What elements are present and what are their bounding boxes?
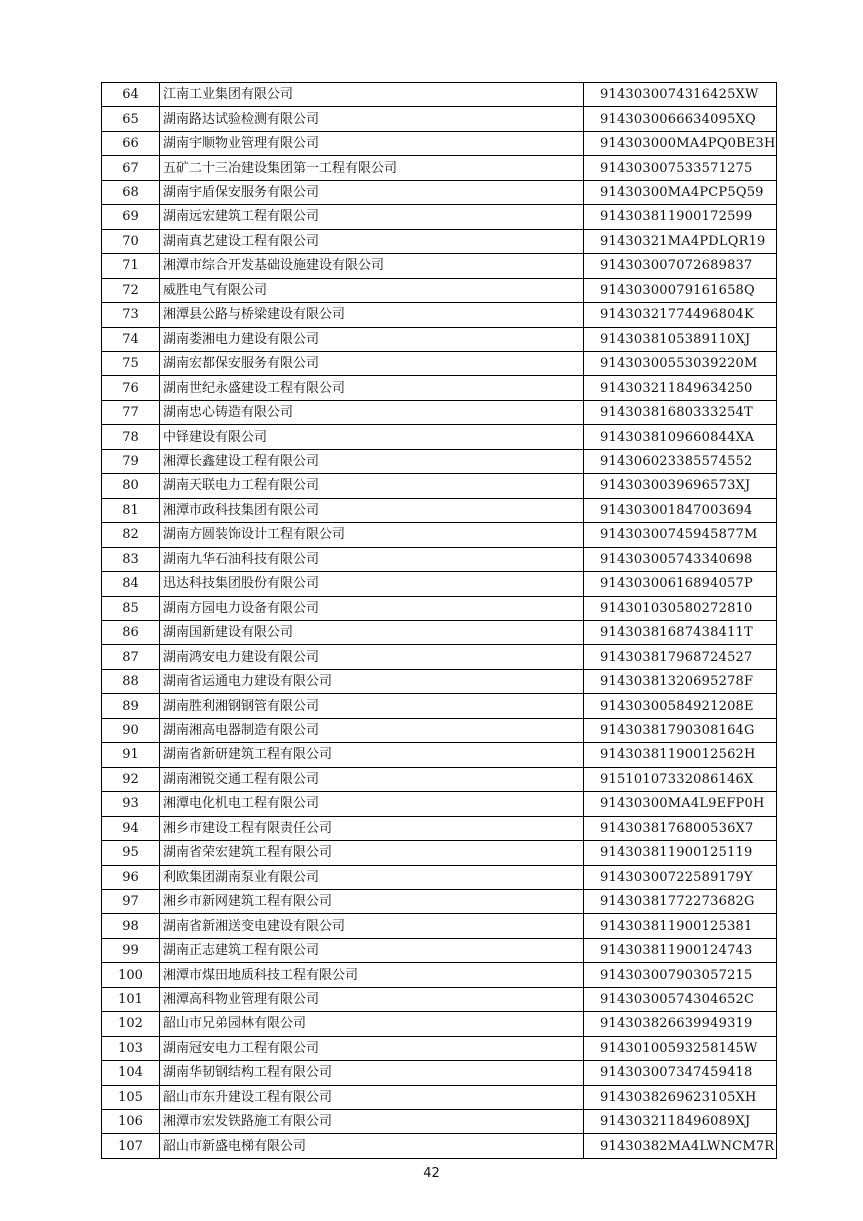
row-number: 67 (102, 156, 160, 180)
credit-code: 9143038109660844XA (584, 425, 777, 449)
company-name: 湖南宇盾保安服务有限公司 (160, 180, 584, 204)
company-name: 湘潭市宏发铁路施工有限公司 (160, 1110, 584, 1134)
company-name: 湖南方圆装饰设计工程有限公司 (160, 523, 584, 547)
table-row (102, 743, 777, 767)
credit-code: 914303811900124743 (584, 938, 777, 962)
table-row (102, 303, 777, 327)
table-row (102, 816, 777, 840)
table-row (102, 205, 777, 229)
credit-code: 914301030580272810 (584, 596, 777, 620)
credit-code: 91430381687438411T (584, 620, 777, 644)
company-name: 湘乡市新网建筑工程有限公司 (160, 889, 584, 913)
credit-code: 91430300MA4L9EFP0H (584, 792, 777, 816)
company-name: 湖南国新建设有限公司 (160, 620, 584, 644)
row-number: 91 (102, 743, 160, 767)
credit-code: 914303000MA4PQ0BE3H (584, 131, 777, 155)
credit-code: 9143038269623105XH (584, 1085, 777, 1109)
table-row (102, 718, 777, 742)
credit-code: 9143030039696573XJ (584, 474, 777, 498)
table-row (102, 327, 777, 351)
company-name: 湘潭市综合开发基础设施建设有限公司 (160, 254, 584, 278)
company-name: 湖南路达试验检测有限公司 (160, 107, 584, 131)
credit-code: 91430300553039220M (584, 351, 777, 375)
row-number: 92 (102, 767, 160, 791)
credit-code: 91430100593258145W (584, 1036, 777, 1060)
company-name: 湖南冠安电力工程有限公司 (160, 1036, 584, 1060)
table-row (102, 596, 777, 620)
row-number: 101 (102, 987, 160, 1011)
company-name: 湘潭电化机电工程有限公司 (160, 792, 584, 816)
company-name: 湖南省运通电力建设有限公司 (160, 669, 584, 693)
credit-code: 914303826639949319 (584, 1012, 777, 1036)
credit-code: 9143032118496089XJ (584, 1110, 777, 1134)
company-name: 迅达科技集团股份有限公司 (160, 572, 584, 596)
row-number: 65 (102, 107, 160, 131)
row-number: 84 (102, 572, 160, 596)
row-number: 89 (102, 694, 160, 718)
row-number: 80 (102, 474, 160, 498)
row-number: 93 (102, 792, 160, 816)
company-table-container (101, 82, 776, 1159)
row-number: 98 (102, 914, 160, 938)
company-name: 利欧集团湖南泵业有限公司 (160, 865, 584, 889)
row-number: 73 (102, 303, 160, 327)
row-number: 78 (102, 425, 160, 449)
row-number: 96 (102, 865, 160, 889)
company-name: 湖南真艺建设工程有限公司 (160, 229, 584, 253)
row-number: 70 (102, 229, 160, 253)
credit-code: 914303811900172599 (584, 205, 777, 229)
table-row (102, 107, 777, 131)
company-name: 韶山市兄弟园林有限公司 (160, 1012, 584, 1036)
credit-code: 91430381320695278F (584, 669, 777, 693)
credit-code: 914303817968724527 (584, 645, 777, 669)
company-name: 湘潭县公路与桥梁建设有限公司 (160, 303, 584, 327)
credit-code: 91430381190012562H (584, 743, 777, 767)
company-name: 湖南胜利湘钢钢管有限公司 (160, 694, 584, 718)
credit-code: 91430300574304652C (584, 987, 777, 1011)
row-number: 103 (102, 1036, 160, 1060)
row-number: 75 (102, 351, 160, 375)
row-number: 100 (102, 963, 160, 987)
table-row (102, 963, 777, 987)
credit-code: 9143038105389110XJ (584, 327, 777, 351)
table-row (102, 449, 777, 473)
credit-code: 9143038176800536X7 (584, 816, 777, 840)
row-number: 86 (102, 620, 160, 644)
row-number: 77 (102, 400, 160, 424)
table-row (102, 278, 777, 302)
credit-code: 914303211849634250 (584, 376, 777, 400)
company-name: 湘潭市煤田地质科技工程有限公司 (160, 963, 584, 987)
company-name: 江南工业集团有限公司 (160, 83, 584, 107)
table-row (102, 938, 777, 962)
table-row (102, 376, 777, 400)
credit-code: 914303007903057215 (584, 963, 777, 987)
page-number: 42 (423, 1166, 440, 1181)
credit-code: 914303811900125381 (584, 914, 777, 938)
company-name: 五矿二十三冶建设集团第一工程有限公司 (160, 156, 584, 180)
row-number: 104 (102, 1061, 160, 1085)
table-row (102, 474, 777, 498)
company-name: 湖南湘锐交通工程有限公司 (160, 767, 584, 791)
table-row (102, 425, 777, 449)
row-number: 76 (102, 376, 160, 400)
table-row (102, 547, 777, 571)
row-number: 74 (102, 327, 160, 351)
table-row (102, 669, 777, 693)
credit-code: 914303005743340698 (584, 547, 777, 571)
credit-code: 91430321774496804K (584, 303, 777, 327)
credit-code: 91430300079161658Q (584, 278, 777, 302)
table-row (102, 400, 777, 424)
company-name: 湖南天联电力工程有限公司 (160, 474, 584, 498)
credit-code: 91430300745945877M (584, 523, 777, 547)
company-name: 湘潭长鑫建设工程有限公司 (160, 449, 584, 473)
credit-code: 914303007347459418 (584, 1061, 777, 1085)
table-row (102, 694, 777, 718)
table-row (102, 620, 777, 644)
credit-code: 9143030074316425XW (584, 83, 777, 107)
credit-code: 91430381772273682G (584, 889, 777, 913)
company-name: 湖南正志建筑工程有限公司 (160, 938, 584, 962)
table-row (102, 1134, 777, 1158)
table-row (102, 792, 777, 816)
row-number: 88 (102, 669, 160, 693)
row-number: 107 (102, 1134, 160, 1158)
company-name: 韶山市东升建设工程有限公司 (160, 1085, 584, 1109)
row-number: 99 (102, 938, 160, 962)
table-row (102, 1036, 777, 1060)
credit-code: 914303811900125119 (584, 841, 777, 865)
credit-code: 91430381680333254T (584, 400, 777, 424)
credit-code: 91430382MA4LWNCM7R (584, 1134, 777, 1158)
row-number: 83 (102, 547, 160, 571)
company-name: 韶山市新盛电梯有限公司 (160, 1134, 584, 1158)
company-name: 湖南鸿安电力建设有限公司 (160, 645, 584, 669)
table-row (102, 1085, 777, 1109)
company-table-body (102, 83, 777, 1159)
company-name: 中铎建设有限公司 (160, 425, 584, 449)
company-table (101, 82, 777, 1159)
company-name: 湖南华韧钢结构工程有限公司 (160, 1061, 584, 1085)
table-row (102, 889, 777, 913)
row-number: 95 (102, 841, 160, 865)
table-row (102, 572, 777, 596)
company-name: 湖南方园电力设备有限公司 (160, 596, 584, 620)
table-row (102, 767, 777, 791)
credit-code: 91430300616894057P (584, 572, 777, 596)
table-row (102, 1012, 777, 1036)
company-name: 湖南九华石油科技有限公司 (160, 547, 584, 571)
row-number: 69 (102, 205, 160, 229)
table-row (102, 523, 777, 547)
company-name: 湖南宏都保安服务有限公司 (160, 351, 584, 375)
table-row (102, 351, 777, 375)
company-name: 湖南省荣宏建筑工程有限公司 (160, 841, 584, 865)
credit-code: 914306023385574552 (584, 449, 777, 473)
company-name: 湘潭高科物业管理有限公司 (160, 987, 584, 1011)
table-row (102, 987, 777, 1011)
company-name: 湖南省新湘送变电建设有限公司 (160, 914, 584, 938)
credit-code: 91430300MA4PCP5Q59 (584, 180, 777, 204)
credit-code: 914303007533571275 (584, 156, 777, 180)
credit-code: 9143030066634095XQ (584, 107, 777, 131)
row-number: 90 (102, 718, 160, 742)
company-name: 湖南忠心铸造有限公司 (160, 400, 584, 424)
company-name: 湖南远宏建筑工程有限公司 (160, 205, 584, 229)
table-row (102, 914, 777, 938)
table-row (102, 180, 777, 204)
credit-code: 91430300722589179Y (584, 865, 777, 889)
table-row (102, 841, 777, 865)
company-name: 湖南世纪永盛建设工程有限公司 (160, 376, 584, 400)
row-number: 102 (102, 1012, 160, 1036)
row-number: 105 (102, 1085, 160, 1109)
table-row (102, 254, 777, 278)
row-number: 81 (102, 498, 160, 522)
table-row (102, 865, 777, 889)
row-number: 85 (102, 596, 160, 620)
credit-code: 914303007072689837 (584, 254, 777, 278)
company-name: 威胜电气有限公司 (160, 278, 584, 302)
row-number: 106 (102, 1110, 160, 1134)
table-row (102, 1110, 777, 1134)
table-row (102, 83, 777, 107)
credit-code: 91430300584921208E (584, 694, 777, 718)
row-number: 64 (102, 83, 160, 107)
credit-code: 91430381790308164G (584, 718, 777, 742)
company-name: 湖南湘高电器制造有限公司 (160, 718, 584, 742)
row-number: 82 (102, 523, 160, 547)
credit-code: 91430321MA4PDLQR19 (584, 229, 777, 253)
table-row (102, 1061, 777, 1085)
table-row (102, 498, 777, 522)
company-name: 湖南宇顺物业管理有限公司 (160, 131, 584, 155)
row-number: 94 (102, 816, 160, 840)
row-number: 87 (102, 645, 160, 669)
company-name: 湘潭市政科技集团有限公司 (160, 498, 584, 522)
credit-code: 91510107332086146X (584, 767, 777, 791)
row-number: 66 (102, 131, 160, 155)
table-row (102, 131, 777, 155)
company-name: 湘乡市建设工程有限责任公司 (160, 816, 584, 840)
row-number: 97 (102, 889, 160, 913)
credit-code: 914303001847003694 (584, 498, 777, 522)
company-name: 湖南省新研建筑工程有限公司 (160, 743, 584, 767)
table-row (102, 645, 777, 669)
table-row (102, 229, 777, 253)
company-name: 湖南娄湘电力建设有限公司 (160, 327, 584, 351)
table-row (102, 156, 777, 180)
row-number: 71 (102, 254, 160, 278)
row-number: 79 (102, 449, 160, 473)
row-number: 68 (102, 180, 160, 204)
row-number: 72 (102, 278, 160, 302)
